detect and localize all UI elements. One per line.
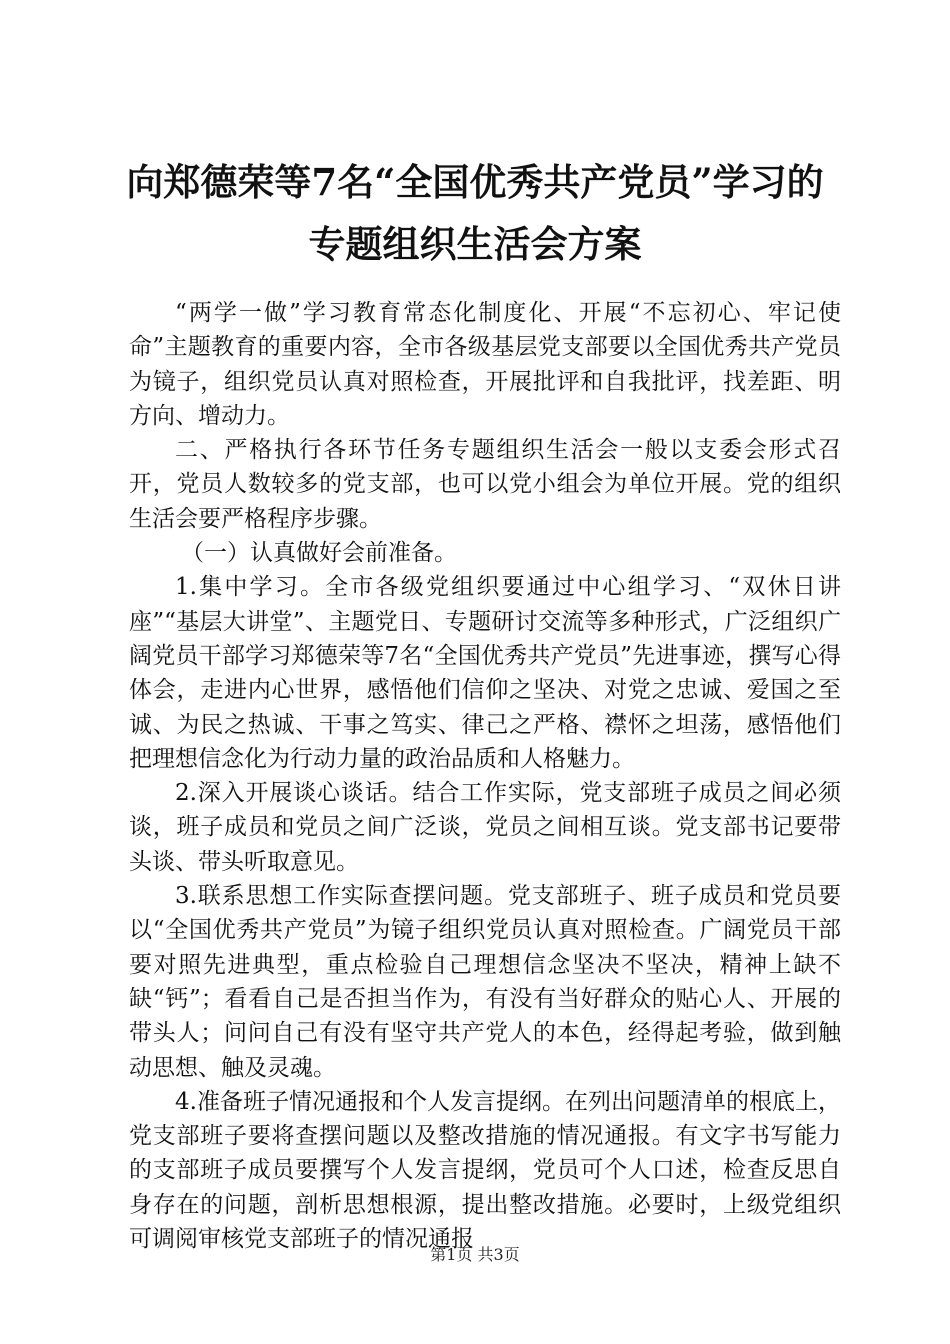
page-number-footer: 第1页 共3页 <box>430 1245 520 1264</box>
paragraph-section-2: 二、严格执行各环节任务专题组织生活会一般以支委会形式召开，党员人数较多的党支部，也可以党小组会为单位开展。党的组织生活会要严格程序步骤。 <box>129 437 841 532</box>
paragraph-item-4: 4.准备班子情况通报和个人发言提纲。在列出问题清单的根底上，党支部班子要将查摆问题以及整改措施的情况通报。有文字书写能力的支部班子成员要撰写个人发言提纲，党员可个人口述，检查反思自身存在的问题，剖析思想根源，提出整改措施。必要时，上级党组织可调阅审核党支部班子的情况通报 <box>129 1088 841 1253</box>
document-body <box>129 296 841 1256</box>
paragraph-subsection-1: （一）认真做好会前准备。 <box>181 540 457 567</box>
document-title-line-2: 专题组织生活会方案 <box>308 222 642 266</box>
document-title-line-1: 向郑德荣等7名“全国优秀共产党员”学习的 <box>126 160 824 204</box>
paragraph-item-3: 3.联系思想工作实际查摆问题。党支部班子、班子成员和党员要以“全国优秀共产党员”为镜子组织党员认真对照检查。广阔党员干部要对照先进典型，重点检验自己理想信念坚决不坚决，精神上缺不缺“钙”；看看自己是否担当作为，有没有当好群众的贴心人、开展的带头人；问问自己有没有坚守共产党人的本色，经得起考验，做到触动思想、触及灵魂。 <box>129 883 841 1081</box>
paragraph-item-2: 2.深入开展谈心谈话。结合工作实际，党支部班子成员之间必须谈，班子成员和党员之间广泛谈，党员之间相互谈。党支部书记要带头谈、带头听取意见。 <box>129 780 841 875</box>
paragraph-intro: “两学一做”学习教育常态化制度化、开展“不忘初心、牢记使命”主题教育的重要内容，全市各级基层党支部要以全国优秀共产党员为镜子，组织党员认真对照检查，开展批评和自我批评，找差距、明方向、增动力。 <box>129 300 841 429</box>
paragraph-item-1: 1.集中学习。全市各级党组织要通过中心组学习、“双休日讲座”“基层大讲堂”、主题党日、专题研讨交流等多种形式，广泛组织广阔党员干部学习郑德荣等7名“全国优秀共产党员”先进事迹，撰写心得体会，走进内心世界，感悟他们信仰之坚决、对党之忠诚、爱国之至诚、为民之热诚、干事之笃实、律己之严格、襟怀之坦荡，感悟他们把理想信念化为行动力量的政治品质和人格魅力。 <box>129 574 841 772</box>
